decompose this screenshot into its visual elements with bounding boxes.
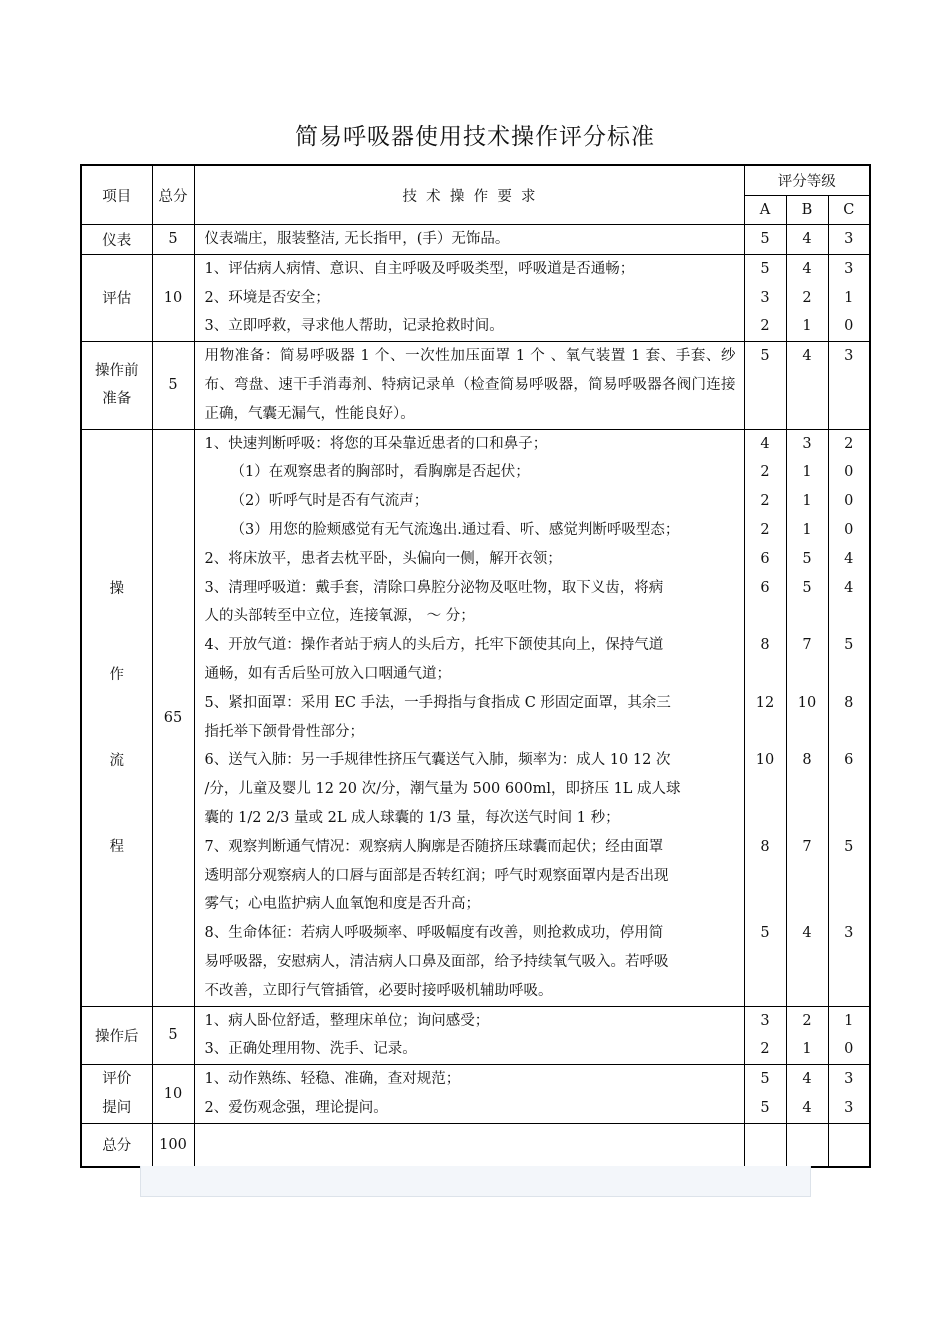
score-a: 3 [760,1012,770,1029]
score-c: 3 [844,925,854,942]
page-footer-area [140,1166,811,1197]
requirement-line: 人的头部转至中立位，连接氧源， ～ 分； [204,608,475,625]
score-a: 12 [755,694,775,711]
requirement-line: 指托举下颌骨骨性部分； [204,723,364,740]
requirement-line: 易呼吸器，安慰病人，清洁病人口鼻及面部，给予持续氧气吸入。若呼吸 [204,953,669,970]
requirement-line: （1）在观察患者的胸部时，看胸廓是否起伏； [230,464,530,481]
score-a: 4 [760,435,770,452]
score-b: 1 [802,318,812,335]
score-a: 2 [760,493,770,510]
score-a: 8 [760,637,770,654]
score-c: 3 [844,1099,854,1116]
score-b [787,660,828,689]
score-c: 2 [844,435,854,452]
score-b: 1 [802,1041,812,1058]
score-c: 0 [844,493,854,510]
score-a [745,948,786,977]
score-b [787,775,828,804]
score-a: 6 [760,550,770,567]
score-c: 5 [844,838,854,855]
row-requirements [194,342,744,429]
header-item: 项目 [81,165,152,225]
score-c [829,862,870,891]
header-total: 总分 [152,165,194,225]
row-item-label: 总分 [81,1123,152,1167]
score-b: 1 [802,521,812,538]
requirement-line: 透明部分观察病人的口唇与面部是否转红润；呼气时观察面罩内是否出现 [204,867,669,884]
score-a: 5 [760,348,770,365]
score-a: 2 [760,464,770,481]
requirement-line: 2、爱伤观念强，理论提问。 [204,1099,388,1116]
score-a: 5 [760,1071,770,1088]
score-c: 3 [844,260,854,277]
requirement-line: 囊的 1/2 2/3 量或 2L 成人球囊的 1/3 量，每次送气时间 1 秒； [204,809,620,826]
row-item-label: 评估 [81,254,152,341]
score-a [745,718,786,747]
score-b [787,977,828,1006]
score-b: 4 [802,348,812,365]
table-row [81,1006,870,1065]
table-row [81,225,870,255]
score-a [745,862,786,891]
score-a: 2 [760,521,770,538]
score-b: 2 [802,1012,812,1029]
requirement-line: 3、正确处理用物、洗手、记录。 [204,1041,417,1058]
score-c: 1 [844,289,854,306]
score-b: 7 [802,637,812,654]
score-c [829,948,870,977]
requirement-line: 雾气；心电监护病人血氧饱和度是否升高； [204,896,480,913]
process-label-char: 程 [109,838,124,855]
row-item-label: 仪表 [81,225,152,255]
score-c: 6 [844,752,854,769]
score-a [745,890,786,919]
row-requirements [194,254,744,341]
requirement-line: 2、环境是否安全； [204,289,330,306]
score-b: 4 [802,925,812,942]
process-label-char: 流 [109,752,124,769]
score-a: 5 [760,231,770,247]
row-item-label-line: 操作前 [95,362,139,379]
score-c: 4 [844,550,854,567]
score-b [787,804,828,833]
score-a [745,602,786,631]
score-b: 1 [802,464,812,481]
row-requirements [194,1006,744,1065]
requirement-line: 7、观察判断通气情况：观察病人胸廓是否随挤压球囊而起伏；经由面罩 [204,838,664,855]
score-b [786,1123,828,1167]
score-c: 0 [844,1041,854,1058]
row-total: 5 [152,1006,194,1065]
row-item-label: 操作后 [81,1006,152,1065]
requirement-line: （2）听呼气时是否有气流声； [230,493,429,510]
score-a-column [744,429,786,1006]
score-b: 10 [797,694,817,711]
header-requirements: 技 术 操 作 要 求 [194,165,744,225]
row-requirements [194,225,744,255]
requirement-paragraph: 用物准备：简易呼吸器 1 个、一次性加压面罩 1 个 、氧气装置 1 套、手套、纱布、弯盘、速干手消毒剂、特病记录单（检查简易呼吸器，简易呼吸器各阀门连接正确，气囊无漏气，性能良好）。 [204,348,736,422]
score-c [829,660,870,689]
row-total: 10 [152,1065,194,1124]
requirement-line: /分，儿童及婴儿 12 20 次/分，潮气量为 500 600ml，即挤压 1L 成人球 [204,781,681,798]
score-c: 0 [844,464,854,481]
requirement-line: （3）用您的脸颊感觉有无气流逸出.通过看、听、感觉判断呼吸型态； [230,521,680,538]
score-c: 3 [844,1071,854,1088]
score-a: 3 [760,289,770,306]
requirement-line: 仪表端庄，服装整洁, 无长指甲，(手）无饰品。 [204,231,510,247]
score-b: 5 [802,579,812,596]
score-a: 10 [755,752,775,769]
score-a: 5 [760,925,770,942]
row-total: 10 [152,254,194,341]
score-a: 8 [760,838,770,855]
score-a: 2 [760,1041,770,1058]
score-b: 3 [802,435,812,452]
score-b: 1 [802,493,812,510]
scoring-table [80,164,871,1168]
score-a: 5 [760,260,770,277]
score-b: 4 [802,231,812,247]
requirement-line: 1、动作熟练、轻稳、准确，查对规范； [204,1071,461,1088]
score-c: 5 [844,637,854,654]
table-row [81,1065,870,1124]
score-c [829,602,870,631]
score-c: 4 [844,579,854,596]
row-total: 5 [152,342,194,429]
row-item-label [81,1065,152,1124]
score-b: 4 [802,1099,812,1116]
row-item-label-line: 评价 [102,1071,132,1088]
score-b: 5 [802,550,812,567]
score-a: 2 [760,318,770,335]
requirement-line: 2、将床放平，患者去枕平卧，头偏向一侧，解开衣领； [204,550,562,567]
row-total: 5 [152,225,194,255]
row-requirements [194,1123,744,1167]
requirement-line: 4、开放气道：操作者站于病人的头后方，托牢下颌使其向上，保持气道 [204,637,664,654]
score-a [745,977,786,1006]
row-item-label-line: 提问 [102,1099,132,1116]
header-grade-c: C [828,196,870,225]
score-a [745,804,786,833]
score-b [787,602,828,631]
score-c [829,890,870,919]
header-grade-b: B [786,196,828,225]
table-row [81,342,870,429]
score-c: 3 [844,231,854,247]
row-requirements [194,429,744,1006]
table-row [81,429,870,1006]
requirement-line: 1、评估病人病情、意识、自主呼吸及呼吸类型，呼吸道是否通畅； [204,260,635,277]
requirement-line: 通畅，如有舌后坠可放入口咽通气道； [204,665,451,682]
requirement-line: 3、立即呼救，寻求他人帮助，记录抢救时间。 [204,318,504,335]
score-a [744,1123,786,1167]
score-b [787,948,828,977]
requirement-line: 6、送气入肺：另一手规律性挤压气囊送气入肺，频率为：成人 10 12 次 [204,752,671,769]
requirement-line: 8、生命体征：若病人呼吸频率、呼吸幅度有改善，则抢救成功，停用简 [204,925,664,942]
row-total: 100 [152,1123,194,1167]
score-c [829,977,870,1006]
row-item-label [81,429,152,1006]
score-b: 7 [802,838,812,855]
score-b [787,718,828,747]
score-b: 4 [802,260,812,277]
process-label-char: 操 [109,580,124,597]
score-b [787,862,828,891]
row-item-label [81,342,152,429]
header-grade-a: A [744,196,786,225]
row-requirements [194,1065,744,1124]
score-a: 5 [760,1099,770,1116]
row-item-label-line: 准备 [102,391,132,408]
table-header-row [81,165,870,196]
score-c: 3 [844,348,854,365]
score-c: 1 [844,1012,854,1029]
header-grade: 评分等级 [744,165,870,196]
score-c: 0 [844,318,854,335]
requirement-line: 不改善，立即行气管插管，必要时接呼吸机辅助呼吸。 [204,982,553,999]
score-a [745,660,786,689]
requirement-line: 1、病人卧位舒适，整理床单位；询问感受； [204,1012,490,1029]
requirement-line: 1、快速判断呼吸：将您的耳朵靠近患者的口和鼻子； [204,435,548,452]
requirement-line: 3、清理呼吸道：戴手套，清除口鼻腔分泌物及呕吐物，取下义齿，将病 [204,579,664,596]
score-c [829,718,870,747]
score-b [787,890,828,919]
score-c: 0 [844,521,854,538]
score-b-column [786,429,828,1006]
score-b: 4 [802,1071,812,1088]
requirement-line: 5、紧扣面罩：采用 EC 手法，一手拇指与食指成 C 形固定面罩，其余三 [204,694,671,711]
table-row [81,254,870,341]
score-a: 6 [760,579,770,596]
score-c-column [828,429,870,1006]
score-c: 8 [844,694,854,711]
document-title: 简易呼吸器使用技术操作评分标准 [295,124,655,150]
score-c [829,775,870,804]
table-row-total [81,1123,870,1167]
score-a [745,775,786,804]
row-total: 65 [152,429,194,1006]
score-b: 8 [802,752,812,769]
score-c [829,804,870,833]
process-label-char: 作 [109,666,124,683]
score-b: 2 [802,289,812,306]
score-c [828,1123,870,1167]
